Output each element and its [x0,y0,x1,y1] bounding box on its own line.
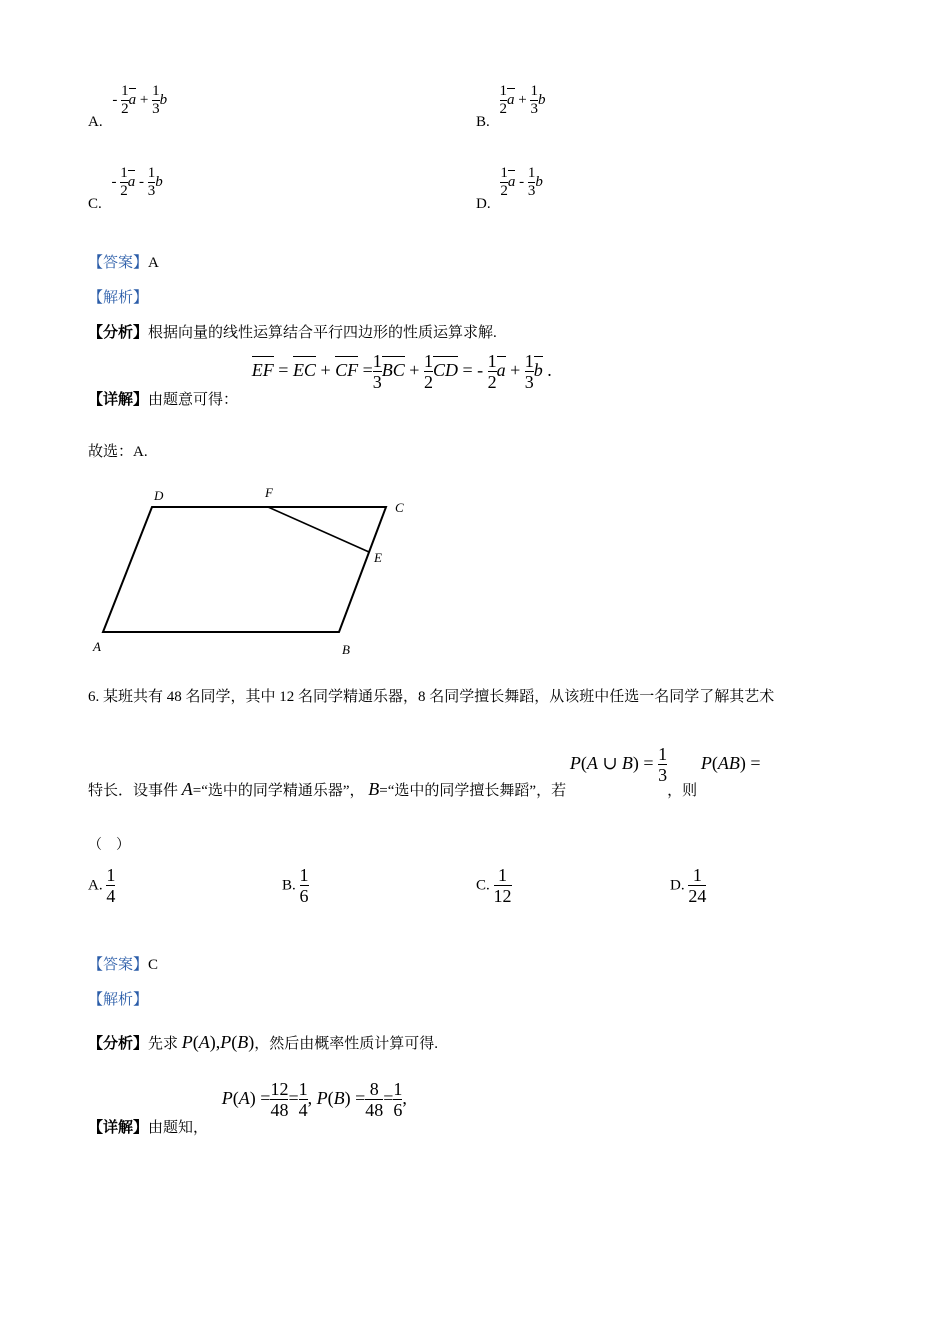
math-expression: P(A),P(B) [181,1032,255,1052]
denominator: 24 [688,885,707,906]
q5-option-b [476,83,546,131]
option-label: B. [476,114,490,131]
option-label: C. [476,877,490,894]
q6-stem-line2 [88,744,761,800]
fraction: $\frac{1}{4}$ [106,865,116,906]
q6-analysis-tag: 【解析】 [88,992,149,1008]
math-expression: $\frac{1}{2}$ a - $\frac{1}{3}$ b [500,165,543,199]
option-label: C. [88,196,102,213]
event-a-def: =“选中的同学精通乐器”， [192,783,365,800]
option-label: B. [282,877,296,894]
fenxi-post: ，然后由概率性质计算可得. [254,1036,439,1052]
point-label-a: A [93,639,101,654]
parallelogram-abcd [103,507,386,632]
q6-option-b [282,866,309,906]
q5-option-d [476,165,543,213]
q6-option-a [88,866,115,906]
q6-option-d [670,866,706,906]
q5-guxuan: 故选：A. [88,444,148,460]
union-probability: P(A ∪ B) = $\frac{1}{3}$ [569,744,668,785]
event-a-symbol: A [181,779,193,800]
fraction: $\frac{1}{6}$ [299,865,309,906]
answer-value: A [148,255,159,271]
fenxi-tag: 【分析】 [88,325,149,341]
math-expression: - $\frac{1}{2}$ a + $\frac{1}{3}$ b [112,83,168,117]
point-label-e: E [374,550,382,565]
fraction: $\frac{1}{12}$ [493,865,512,906]
q5-analysis-tag: 【解析】 [88,290,149,306]
segment-fe [268,507,369,552]
ze-text: ，则 [667,783,698,800]
xiangjie-tag: 【详解】 [88,392,149,409]
q6-answer [88,953,158,974]
q6-option-c [476,866,512,906]
q5-fenxi [88,321,497,342]
point-label-b: B [342,642,350,657]
point-label-f: F [265,485,273,500]
fraction: $\frac{1}{24}$ [688,865,707,906]
parallelogram-figure [88,480,418,660]
fenxi-pre: 先求 [148,1036,179,1052]
q6-fenxi [88,1032,438,1053]
q6-xiangjie [88,1079,407,1137]
q6-stem-line1: 6. 某班共有 48 名同学，其中 12 名同学精通乐器，8 名同学擅长舞蹈，从该班中任选一名同学了解其艺术 [88,689,775,705]
denominator: 6 [299,885,309,906]
option-label: A. [88,877,103,894]
xiangjie-tag: 【详解】 [88,1120,149,1137]
math-derivation: P(A) = $\frac{12}{48}$ = $\frac{1}{4}$ , P(B) = $\frac{8}{48}$ = $\frac{1}{6}$ , [221,1079,407,1120]
event-b-def: =“选中的同学擅长舞蹈”，若 [379,783,567,800]
intersection-probability: P(AB) = [700,753,761,774]
xiangjie-text: 由题知， [148,1120,209,1137]
option-label: D. [670,877,685,894]
point-label-d: D [154,488,164,503]
answer-value: C [148,957,159,973]
q5-xiangjie [88,351,552,409]
answer-tag: 【答案】 [88,957,149,973]
stem-text: 特长．设事件 [88,783,179,800]
math-expression: - $\frac{1}{2}$ a - $\frac{1}{3}$ b [111,165,163,199]
xiangjie-text: 由题意可得： [148,392,239,409]
option-label: D. [476,196,491,213]
option-label: A. [88,114,103,131]
point-label-c: C [395,500,404,515]
answer-tag: 【答案】 [88,255,149,271]
math-derivation: EF = EC + CF = $\frac{1}{3}$ BC + $\frac{1}{2}$ CD = - $\frac{1}{2}$ a + $\frac{1}{3}$ b . [251,351,552,392]
fenxi-text: 根据向量的线性运算结合平行四边形的性质运算求解. [148,325,497,341]
q5-answer [88,251,159,272]
math-expression: $\frac{1}{2}$ a + $\frac{1}{3}$ b [499,83,546,117]
denominator: 4 [106,885,116,906]
event-b-symbol: B [368,779,380,800]
fenxi-tag: 【分析】 [88,1036,149,1052]
denominator: 12 [493,885,512,906]
q5-option-a [88,83,168,131]
q5-option-c [88,165,163,213]
q6-paren: （ ） [88,838,130,853]
